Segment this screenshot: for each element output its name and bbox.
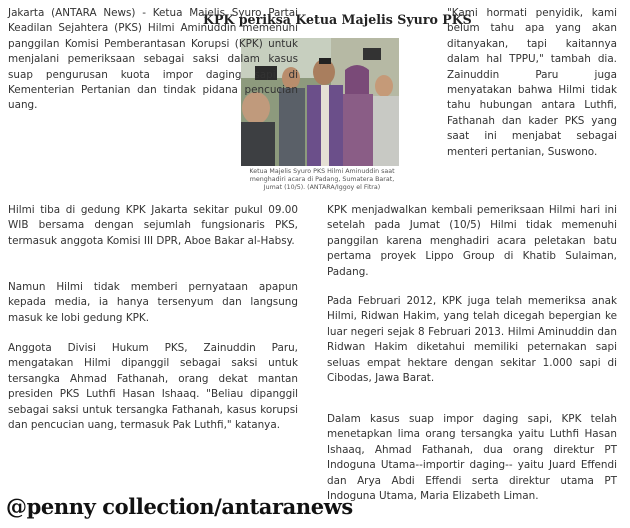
paragraph-8: Dalam kasus suap impor daging sapi, KPK telah menetapkan lima orang tersangka yaitu Luthfi Hasan Ishaaq, Ahmad Fathanah, dua orang direktur PT Indoguna Utama--importir daging-- yaitu Juard Effendi dan Arya Abdi Effendi serta direktur utama PT Indoguna Utama, Maria Elizabeth Liman.	[327, 413, 617, 503]
paragraph-7: Pada Februari 2012, KPK juga telah memeriksa anak Hilmi, Ridwan Hakim, yang telah dicegah bepergian ke luar negeri sejak 8 Februari 2013. Hilmi Aminuddin dan Ridwan Hakim diketahui memiliki peternakan sapi seluas empat hektare dengan sekitar 1.000 sapi di Cibodas, Jawa Barat.	[327, 295, 617, 385]
watermark: @penny collection/antaranews	[6, 494, 353, 519]
paragraph-5: "Kami hormati penyidik, kami belum tahu apa yang akan ditanyakan, tapi kaitannya dalam hal TPPU," tambah dia. Zainuddin Paru juga menyatakan bahwa Hilmi tidak tahu hubungan antara Luthfi, Fathanah dan kader PKS yang saat ini menjabat sebagai menteri pertanian, Suswono.	[447, 7, 617, 158]
paragraph-6: KPK menjadwalkan kembali pemeriksaan Hilmi hari ini setelah pada Jumat (10/5) Hilmi tidak memenuhi panggilan karena menghadiri acara peletakan batu pertama proyek Lippo Group di Khatib Sulaiman, Padang.	[327, 204, 617, 278]
photo-caption: Ketua Majelis Syuro PKS Hilmi Aminuddin saat menghadiri acara di Padang, Sumatera Barat, Jumat (10/5). (ANTARA/Iggoy el Fitra)	[249, 168, 395, 192]
paragraph-3: Namun Hilmi tidak memberi pernyataan apapun kepada media, ia hanya tersenyum dan langsung masuk ke lobi gedung KPK.	[8, 281, 298, 324]
paragraph-2: Hilmi tiba di gedung KPK Jakarta sekitar pukul 09.00 WIB bersama dengan sejumlah fungsionaris PKS, termasuk anggota Komisi III DPR, Aboe Bakar al-Habsy.	[8, 204, 298, 247]
article-headline: KPK periksa Ketua Majelis Syuro PKS	[203, 12, 472, 27]
paragraph-4: Anggota Divisi Hukum PKS, Zainuddin Paru, mengatakan Hilmi dipanggil sebagai saksi untuk tersangka Ahmad Fathanah, orang dekat mantan presiden PKS Luthfi Hasan Ishaaq. "Beliau dipanggil sebagai saksi untuk tersangka Fathanah, kasus korupsi dan pencucian uang, termasuk Pak Luthfi," katanya.	[8, 342, 298, 432]
paragraph-1: Jakarta (ANTARA News) - Ketua Majelis Syuro Partai Keadilan Sejahtera (PKS) Hilmi Aminuddin memenuhi panggilan Komisi Pemberantasan Korupsi (KPK) untuk menjalani pemeriksaan sebagai saksi dalam kasus suap pengurusan kuota impor daging sapi di Kementerian Pertanian dan tindak pidana pencucian uang.	[8, 7, 298, 112]
